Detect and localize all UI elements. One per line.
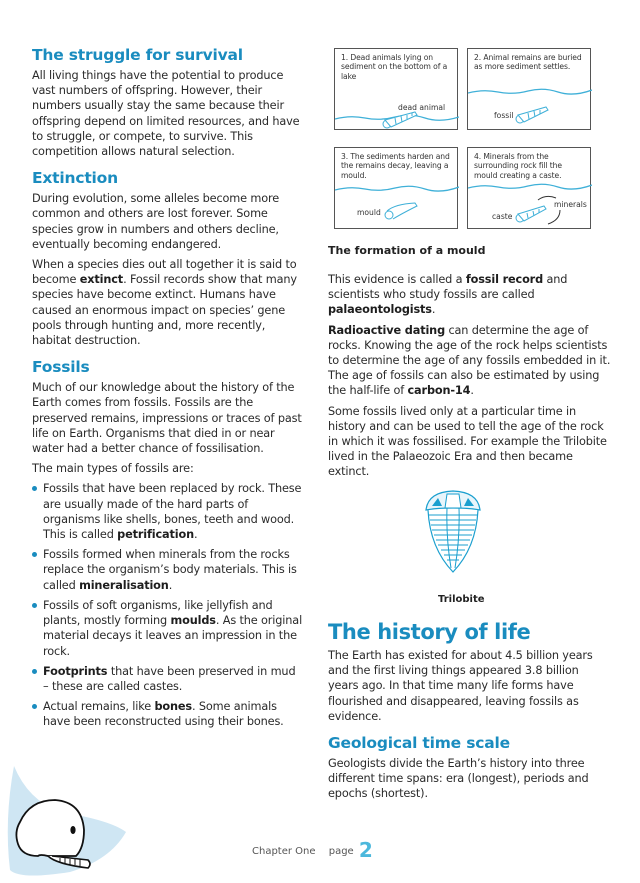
right-column	[328, 272, 612, 485]
panel-label-minerals: minerals	[554, 200, 587, 209]
page-label: page	[328, 846, 354, 857]
fossils-paragraph-2: The main types of fossils are:	[32, 462, 194, 476]
bullet-icon	[32, 552, 37, 557]
section-geological-time-scale	[328, 734, 612, 802]
panel-caption: 4. Minerals from the surrounding rock fill the mould creating a caste.	[474, 152, 562, 180]
diagram-caption: The formation of a mould	[328, 244, 486, 257]
skull-icon	[0, 760, 140, 883]
section-history-of-life	[328, 620, 612, 724]
text: . Fossil records show that many species have become extinct. Humans have caused an enormous impact on species’ gene pools through hunting and, more recently, habitat destruction.	[32, 273, 297, 348]
panel-label: mould	[357, 208, 381, 217]
panel-caption: 1. Dead animals lying on sediment on the bottom of a lake	[341, 53, 448, 81]
radioactive-dating-paragraph	[328, 323, 612, 399]
geological-paragraph: Geologists divide the Earth’s history into three different time spans: era (longest), periods and epochs (shortest).	[328, 757, 589, 801]
trilobite-paragraph: Some fossils lived only at a particular time in history and can be used to tell the age of the rock in which it was fossilised. For example the Trilobite lived in the Palaeozoic Era and then became extinct.	[328, 404, 607, 479]
text: .	[194, 528, 198, 542]
term: bones	[154, 700, 192, 714]
fossil-types-list	[32, 481, 304, 729]
heading-history-of-life: The history of life	[328, 620, 531, 644]
text: .	[431, 303, 436, 317]
list-item	[32, 547, 304, 593]
fossil-record-paragraph	[328, 272, 612, 318]
term: petrification	[117, 528, 194, 542]
term-extinct: extinct	[79, 273, 124, 287]
diagram-panel-1	[334, 48, 458, 130]
right-column-bottom	[328, 620, 612, 812]
heading-fossils: Fossils	[32, 358, 90, 377]
term-radioactive-dating: Radioactive dating	[328, 323, 446, 337]
struggle-paragraph: All living things have the potential to produce vast numbers of offspring. However, their numbers usually stay the same because their offspring depend on limited resources, and have to struggle, or compete, to survive. This competition allows natural selection.	[32, 69, 300, 159]
text: . As the original material decays it leaves an impression in the rock.	[43, 614, 303, 658]
section-extinction	[32, 169, 304, 348]
bullet-icon	[32, 704, 37, 709]
text: When a species dies out all together it is said to become	[32, 258, 297, 287]
page-footer	[252, 838, 373, 862]
panel-label: fossil	[494, 111, 514, 120]
panel-caption: 2. Animal remains are buried as more sediment settles.	[474, 53, 582, 72]
panel-label: caste	[492, 212, 513, 221]
text: Fossils of soft organisms, like jellyfish and plants, mostly forming	[43, 598, 273, 628]
trilobite-caption: Trilobite	[438, 594, 485, 605]
left-column	[32, 46, 304, 740]
heading-struggle: The struggle for survival	[32, 46, 243, 64]
diagram-panel-2	[467, 48, 591, 130]
history-paragraph: The Earth has existed for about 4.5 billion years and the first living things appeared 3.8 billion years ago. In that time many life forms have flourished and disappeared, leaving fossils as evidence.	[328, 649, 593, 723]
extinction-paragraph-1: During evolution, some alleles become more common and others are lost forever. Some species grow in numbers and others decline, eventually becoming endangered.	[32, 192, 280, 251]
list-item	[32, 598, 304, 659]
bullet-icon	[32, 486, 37, 491]
section-struggle	[32, 46, 304, 159]
text: This evidence is called a	[328, 273, 466, 286]
text: .	[168, 578, 173, 592]
section-fossils	[32, 358, 304, 729]
diagram-panel-3	[334, 147, 458, 229]
page-number: 2	[358, 838, 373, 862]
extinction-paragraph-2	[32, 257, 304, 348]
heading-geological-time-scale: Geological time scale	[328, 734, 510, 753]
trilobite-illustration	[418, 488, 488, 574]
text: and scientists who study fossils are called	[328, 273, 568, 302]
list-item	[32, 699, 304, 729]
panel-caption: 3. The sediments harden and the remains decay, leaving a mould.	[341, 152, 450, 180]
list-item	[32, 664, 304, 694]
text: Fossils that have been replaced by rock. These are usually made of the hard parts of organisms like shells, bones, teeth and wood. This is called	[43, 482, 302, 542]
diagram-panel-4	[467, 147, 591, 229]
term-fossil-record: fossil record	[465, 273, 544, 286]
term-carbon-14: carbon-14	[407, 384, 471, 398]
text: that have been preserved in mud – these are called castes.	[43, 664, 296, 693]
chapter-label: Chapter One	[252, 846, 316, 857]
text: can determine the age of rocks. Knowing the age of the rock helps scientists to determine the age of any fossils embedded in it. The age of fossils can also be estimated by using the half-life of	[328, 323, 611, 398]
bullet-icon	[32, 669, 37, 674]
heading-extinction: Extinction	[32, 169, 118, 188]
term: mineralisation	[79, 578, 169, 592]
panel-label: dead animal	[398, 103, 446, 112]
term-palaeontologists: palaeontologists	[328, 303, 432, 317]
fossils-paragraph-1: Much of our knowledge about the history of the Earth comes from fossils. Fossils are the preserved remains, impressions or traces of past life on Earth. Organisms that died in or near water had a better chance of fossilisation.	[32, 381, 302, 456]
mould-formation-diagram	[334, 48, 604, 238]
text: . Some animals have been reconstructed using their bones.	[43, 700, 284, 729]
text: .	[470, 384, 474, 398]
text: Actual remains, like	[43, 700, 155, 714]
list-item	[32, 481, 304, 542]
term: moulds	[170, 614, 216, 628]
bullet-icon	[32, 603, 37, 608]
term: Footprints	[43, 664, 108, 678]
text: Fossils formed when minerals from the rocks replace the organism’s body materials. This is called	[43, 548, 297, 592]
